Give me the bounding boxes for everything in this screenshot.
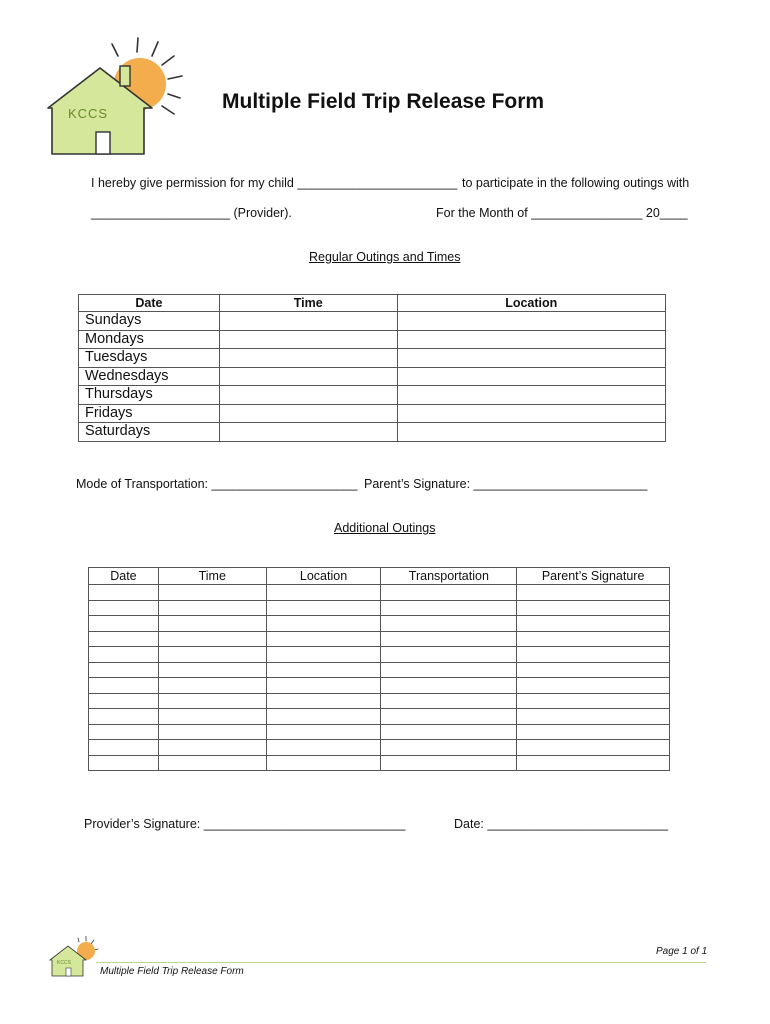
date-cell[interactable]: [89, 693, 159, 709]
header-date: Date: [89, 568, 159, 585]
location-cell[interactable]: [266, 600, 381, 616]
transportation-cell[interactable]: [381, 678, 517, 694]
table-row: [89, 755, 670, 771]
additional-outings-table: [88, 567, 670, 771]
table-row: [79, 349, 666, 368]
time-cell[interactable]: [158, 693, 266, 709]
location-cell[interactable]: [266, 693, 381, 709]
page-number: Page 1 of 1: [656, 946, 708, 957]
header-time: Time: [219, 295, 397, 312]
time-cell[interactable]: [219, 386, 397, 405]
time-cell[interactable]: [158, 678, 266, 694]
time-cell[interactable]: [158, 616, 266, 632]
location-cell[interactable]: [266, 616, 381, 632]
location-cell[interactable]: [397, 330, 665, 349]
location-cell[interactable]: [397, 349, 665, 368]
table-row: [89, 662, 670, 678]
date-cell[interactable]: [89, 740, 159, 756]
date-cell[interactable]: [89, 616, 159, 632]
day-cell: Thursdays: [79, 386, 220, 405]
location-cell[interactable]: [397, 404, 665, 423]
time-cell[interactable]: [158, 647, 266, 663]
parent-signature-cell[interactable]: [517, 647, 670, 663]
parent-signature-cell[interactable]: [517, 678, 670, 694]
footer-rule: [96, 962, 706, 963]
day-cell: Tuesdays: [79, 349, 220, 368]
table-row: [89, 600, 670, 616]
table-row: [79, 423, 666, 442]
transportation-cell[interactable]: [381, 662, 517, 678]
date-cell[interactable]: [89, 755, 159, 771]
table-row: [79, 386, 666, 405]
parent-signature-cell[interactable]: [517, 600, 670, 616]
table-header-row: [89, 568, 670, 585]
parent-signature-cell[interactable]: [517, 616, 670, 632]
location-cell[interactable]: [266, 724, 381, 740]
transportation-cell[interactable]: [381, 600, 517, 616]
provider-signature-field[interactable]: Provider’s Signature: _____________________________: [84, 817, 406, 831]
parent-signature-cell[interactable]: [517, 662, 670, 678]
kccs-logo: [40, 36, 190, 164]
table-row: [89, 616, 670, 632]
parent-signature-cell[interactable]: [517, 709, 670, 725]
time-cell[interactable]: [219, 312, 397, 331]
header-location: Location: [397, 295, 665, 312]
time-cell[interactable]: [219, 423, 397, 442]
parent-signature-cell[interactable]: [517, 585, 670, 601]
transportation-cell[interactable]: [381, 585, 517, 601]
transportation-cell[interactable]: [381, 693, 517, 709]
table-row: [89, 647, 670, 663]
location-cell[interactable]: [266, 709, 381, 725]
day-cell: Sundays: [79, 312, 220, 331]
footer-logo: [48, 936, 100, 978]
transportation-cell[interactable]: [381, 740, 517, 756]
transportation-cell[interactable]: [381, 709, 517, 725]
transportation-cell[interactable]: [381, 616, 517, 632]
time-cell[interactable]: [158, 724, 266, 740]
time-cell[interactable]: [219, 330, 397, 349]
table-row: [89, 631, 670, 647]
additional-outings-heading: Additional Outings: [334, 521, 436, 535]
location-cell[interactable]: [266, 662, 381, 678]
date-cell[interactable]: [89, 678, 159, 694]
date-cell[interactable]: [89, 662, 159, 678]
time-cell[interactable]: [219, 404, 397, 423]
table-row: [79, 404, 666, 423]
time-cell[interactable]: [158, 600, 266, 616]
header-time: Time: [158, 568, 266, 585]
time-cell[interactable]: [158, 755, 266, 771]
time-cell[interactable]: [158, 740, 266, 756]
time-cell[interactable]: [158, 631, 266, 647]
table-row: [79, 330, 666, 349]
time-cell[interactable]: [158, 662, 266, 678]
parent-signature-field[interactable]: Parent’s Signature: _________________________: [364, 477, 648, 491]
location-cell[interactable]: [266, 585, 381, 601]
location-cell[interactable]: [397, 367, 665, 386]
day-cell: Mondays: [79, 330, 220, 349]
location-cell[interactable]: [397, 386, 665, 405]
location-cell[interactable]: [397, 423, 665, 442]
permission-line1-left: I hereby give permission for my child _______________________: [91, 176, 458, 190]
transportation-field[interactable]: Mode of Transportation: _____________________: [76, 477, 358, 491]
day-cell: Wednesdays: [79, 367, 220, 386]
permission-line2-left: ____________________ (Provider).: [91, 206, 292, 220]
transportation-cell[interactable]: [381, 724, 517, 740]
parent-signature-cell[interactable]: [517, 740, 670, 756]
logo-text: KCCS: [67, 106, 109, 121]
date-field[interactable]: Date: __________________________: [454, 817, 669, 831]
location-cell[interactable]: [266, 755, 381, 771]
location-cell[interactable]: [266, 647, 381, 663]
time-cell[interactable]: [158, 709, 266, 725]
table-row: [89, 678, 670, 694]
table-row: [89, 740, 670, 756]
regular-outings-heading: Regular Outings and Times: [309, 250, 461, 264]
location-cell[interactable]: [397, 312, 665, 331]
page-title: Multiple Field Trip Release Form: [222, 90, 545, 113]
table-row: [89, 709, 670, 725]
table-header-row: [79, 295, 666, 312]
date-cell[interactable]: [89, 709, 159, 725]
header-transportation: Transportation: [381, 568, 517, 585]
day-cell: Fridays: [79, 404, 220, 423]
time-cell[interactable]: [219, 349, 397, 368]
table-row: [89, 693, 670, 709]
permission-line1-right: to participate in the following outings with: [462, 176, 690, 190]
header-parent-signature: Parent’s Signature: [517, 568, 670, 585]
transportation-cell[interactable]: [381, 647, 517, 663]
table-row: [89, 724, 670, 740]
footer-logo-text: KCCS: [57, 960, 71, 966]
additional-outings-body: [89, 585, 670, 771]
location-cell[interactable]: [266, 631, 381, 647]
location-cell[interactable]: [266, 678, 381, 694]
parent-signature-cell[interactable]: [517, 631, 670, 647]
time-cell[interactable]: [219, 367, 397, 386]
permission-line2-right: For the Month of ________________ 20____: [436, 206, 688, 220]
parent-signature-cell[interactable]: [517, 693, 670, 709]
transportation-cell[interactable]: [381, 631, 517, 647]
table-row: [79, 312, 666, 331]
parent-signature-cell[interactable]: [517, 724, 670, 740]
date-cell[interactable]: [89, 647, 159, 663]
time-cell[interactable]: [158, 585, 266, 601]
header-date: Date: [79, 295, 220, 312]
header-location: Location: [266, 568, 381, 585]
transportation-cell[interactable]: [381, 755, 517, 771]
parent-signature-cell[interactable]: [517, 755, 670, 771]
footer-document-title: Multiple Field Trip Release Form: [100, 966, 244, 977]
location-cell[interactable]: [266, 740, 381, 756]
date-cell[interactable]: [89, 724, 159, 740]
date-cell[interactable]: [89, 631, 159, 647]
date-cell[interactable]: [89, 600, 159, 616]
table-row: [89, 585, 670, 601]
table-row: [79, 367, 666, 386]
regular-outings-table: [78, 294, 666, 442]
date-cell[interactable]: [89, 585, 159, 601]
day-cell: Saturdays: [79, 423, 220, 442]
